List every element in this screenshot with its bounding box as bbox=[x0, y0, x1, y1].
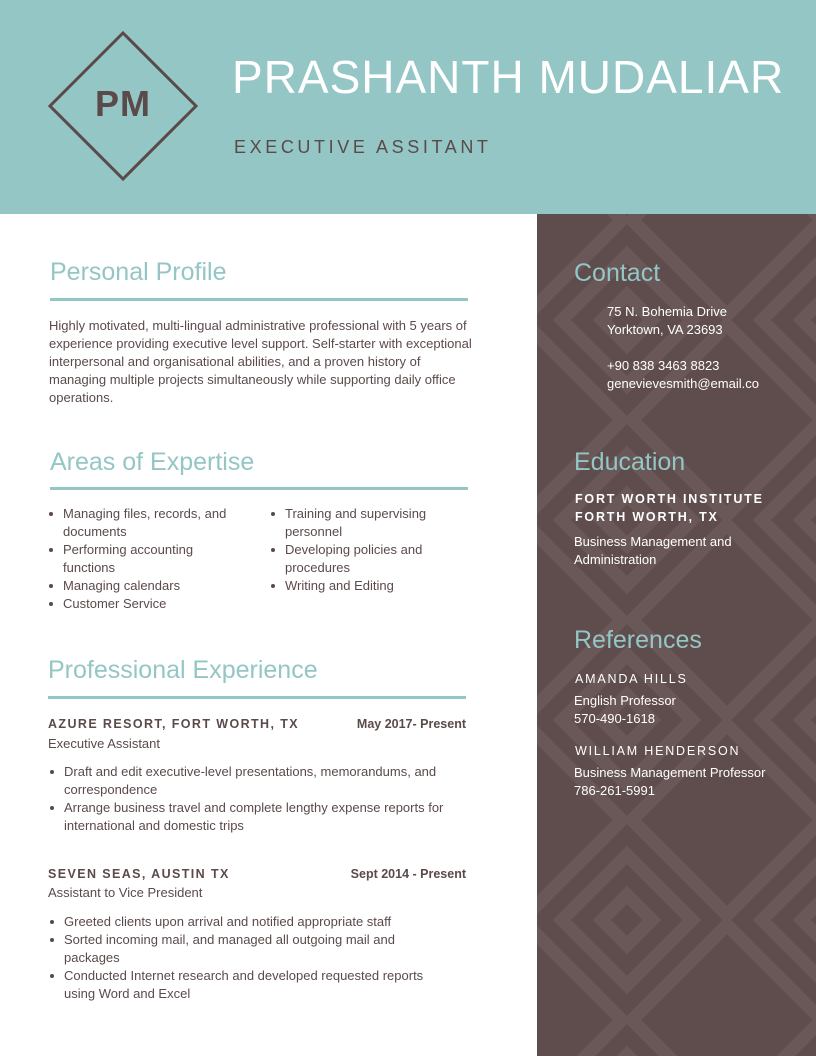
reference-name: AMANDA HILLS bbox=[575, 672, 688, 686]
profile-text: Highly motivated, multi-lingual administrative professional with 5 years of experience providing executive level support. Self-starter with exceptional interpersonal and organisational abilities, and a proven history of managing multiple projects simultaneously while supporting daily office operations. bbox=[49, 318, 472, 405]
header-band bbox=[0, 0, 816, 214]
list-item: Draft and edit executive-level presentations, memorandums, and correspondence bbox=[49, 763, 474, 799]
expertise-list-left bbox=[48, 505, 248, 613]
reference-phone: 570-490-1618 bbox=[574, 711, 655, 726]
job-company: AZURE RESORT, FORT WORTH, TX bbox=[48, 717, 299, 731]
reference-title: Business Management Professor bbox=[574, 765, 766, 780]
job-role: Assistant to Vice President bbox=[48, 885, 203, 900]
contact-address-line2: Yorktown, VA 23693 bbox=[607, 322, 723, 337]
contact-email[interactable]: genevievesmith@email.co bbox=[607, 376, 759, 391]
experience-divider bbox=[48, 696, 466, 699]
list-item: Developing policies and procedures bbox=[270, 541, 470, 577]
candidate-name: PRASHANTH MUDALIAR bbox=[232, 51, 785, 103]
list-item: Conducted Internet research and developed requested reports using Word and Excel bbox=[49, 967, 454, 1003]
reference-title: English Professor bbox=[574, 693, 676, 708]
sidebar bbox=[537, 214, 816, 1056]
job-dates: Sept 2014 - Present bbox=[350, 867, 466, 881]
list-item: Performing accounting functions bbox=[48, 541, 248, 577]
profile-heading: Personal Profile bbox=[50, 258, 227, 286]
reference-phone: 786-261-5991 bbox=[574, 783, 655, 798]
list-item: Arrange business travel and complete lengthy expense reports for international and domestic trips bbox=[49, 799, 474, 835]
expertise-heading: Areas of Expertise bbox=[50, 448, 255, 476]
job-role: Executive Assistant bbox=[48, 736, 160, 751]
degree-line1: Business Management and bbox=[574, 534, 732, 549]
job-company: SEVEN SEAS, AUSTIN TX bbox=[48, 867, 230, 881]
expertise-divider bbox=[50, 487, 468, 490]
references-heading: References bbox=[574, 626, 702, 654]
list-item: Greeted clients upon arrival and notified appropriate staff bbox=[49, 913, 454, 931]
contact-heading: Contact bbox=[574, 259, 661, 287]
list-item: Training and supervising personnel bbox=[270, 505, 470, 541]
job-bullets bbox=[49, 913, 454, 1003]
experience-heading: Professional Experience bbox=[48, 656, 318, 684]
sidebar-content bbox=[537, 214, 816, 1056]
school-name: FORT WORTH INSTITUTE bbox=[575, 492, 764, 506]
list-item: Managing calendars bbox=[48, 577, 248, 595]
monogram-logo bbox=[48, 31, 198, 181]
list-item: Customer Service bbox=[48, 595, 248, 613]
candidate-title: EXECUTIVE ASSITANT bbox=[234, 137, 492, 157]
list-item: Writing and Editing bbox=[270, 577, 470, 595]
degree-line2: Administration bbox=[574, 552, 657, 567]
job-dates: May 2017- Present bbox=[356, 717, 466, 731]
education-heading: Education bbox=[574, 448, 686, 476]
list-item: Sorted incoming mail, and managed all outgoing mail and packages bbox=[49, 931, 454, 967]
monogram-text: PM bbox=[95, 83, 151, 124]
job-bullets bbox=[49, 763, 474, 835]
profile-divider bbox=[50, 298, 468, 301]
list-item: Managing files, records, and documents bbox=[48, 505, 248, 541]
contact-phone: +90 838 3463 8823 bbox=[607, 358, 720, 373]
school-location: FORTH WORTH, TX bbox=[575, 510, 719, 524]
contact-address-line1: 75 N. Bohemia Drive bbox=[607, 304, 727, 319]
expertise-list-right bbox=[270, 505, 470, 595]
reference-name: WILLIAM HENDERSON bbox=[575, 744, 741, 758]
